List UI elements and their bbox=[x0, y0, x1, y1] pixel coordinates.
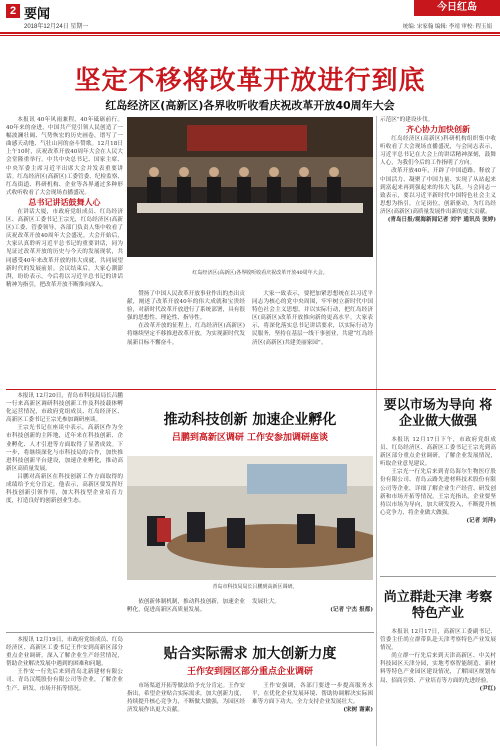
section-heading: 齐心协力加快创新 bbox=[406, 125, 470, 135]
paragraph: 依创新体制机制，推动科技创新，加速企业孵化，促进高新区高质量发展。 bbox=[127, 599, 245, 614]
paragraph: 示范区”的建设步伐。 bbox=[380, 117, 434, 123]
story2-photo-caption: 青岛市科技局局长吕鹏到高新区调研。 bbox=[212, 584, 298, 590]
story5-subtitle: 王作安到园区部分重点企业调研 bbox=[186, 667, 313, 677]
paragraph: 赞扬了中国人民改革开放事业作出的杰出贡献，阐述了改革开放40年的伟大成就和宝贵经验，对新时代改革开放进行了系统部署，具有很强的思想性、理论性、指导性。 bbox=[127, 291, 245, 322]
editor-credits: 统编: 宋家翰 编辑: 李靖 审校: 程玉娟 bbox=[402, 24, 492, 30]
paragraph: 在讲话大厦，市政府党组成员、红岛经济区、高新区工委书记王宗光，红岛经济区(高新区)工委、管委领导，各部门负责人集中收看了庆祝改革开放40周年大会盛况。大会开始后，大家认真聆听习近平总书记的重要讲话，同为见证过改革开放的历史与今天的发展现状，共同感受40年来改革开放的伟大成就，共同展望新时代的发展前景。会议结束后，大家心潮澎湃，纷纷表示，今后将以习近平总书记的讲话精神为指引，把改革开放不断推向深入。 bbox=[6, 208, 123, 288]
story4-title: 尚立群赴天津 考察特色产业 bbox=[383, 590, 493, 621]
section-rule bbox=[6, 632, 374, 633]
section-heading: 总书记讲话鼓舞人心 bbox=[28, 197, 101, 207]
byline: (青岛日报/观海新闻记者 刘宇 通讯员 张婷) bbox=[387, 217, 496, 224]
story4-body bbox=[380, 628, 496, 746]
main-subheadline: 红岛经济区(高新区)各界收听收看庆祝改革开放40周年大会 bbox=[105, 99, 395, 112]
paragraph: 尚立群一行先后来到天津高新区、中关村科技园区天津分园，实地考察智能制造、新材料等特色产业园区建设情况，了解园区规划布局、招商引资、产业培育等方面的先进经验。 bbox=[380, 653, 496, 684]
story2-col3 bbox=[252, 598, 373, 630]
paragraph: 本报讯 12月20日，青岛市科技局局长吕鹏一行来高新区调研科技创新工作及科技载体孵化运营情况，市政府党组成员、红岛经济区、高新区工委书记王宗光参加调研座谈。 bbox=[6, 393, 123, 424]
paragraph: 王作安强调，各部门要进一步提高服务水平，在优化企业发展环境、帮助协调解决实际困难等方面下功夫，全力支持企业发展壮大。 bbox=[252, 683, 373, 706]
paragraph: 王宗光书记在座谈中表示，高新区作为全市科技创新的主阵地，近年来在科技创新、企业孵化、人才引进等方面取得了显著成效。下一步，将继续深化与市科技局的合作，加快推进科技创新平台建设，加速企业孵化，推动高新区高质量发展。 bbox=[6, 425, 123, 472]
story5-col2 bbox=[127, 682, 245, 748]
paragraph: 本报讯 12月17日，高新区工委副书记、管委主任尚立群带队赴天津考察特色产业发展情况。 bbox=[380, 629, 496, 652]
section-rule bbox=[6, 389, 496, 390]
paragraph: 大家一致表示，要把加紧思想统在以习近平同志为核心的党中央周围，牢牢树立新时代中国特色社会主义思想，并以实际行动，把红岛经济区(高新区)改革开放推向新的更高水平。大家表示，将深化落实总书记讲话要求，以实际行动为民服务，坚持在基层一线干事创业，共建“红岛经济区(高新区)共建美丽家园”。 bbox=[252, 291, 373, 346]
meeting-photo-icon bbox=[127, 117, 373, 257]
byline: (宋树 谢素) bbox=[343, 707, 373, 714]
main-story-photo bbox=[127, 117, 373, 257]
story2-title: 推动科技创新 加速企业孵化 bbox=[163, 412, 337, 428]
section-name: 要闻 bbox=[24, 6, 51, 21]
newspaper-brand: 今日红岛 bbox=[414, 0, 500, 16]
story5-title: 贴合实际需求 加大创新力度 bbox=[163, 646, 337, 662]
byline: (尹红) bbox=[479, 685, 496, 692]
page-number: 2 bbox=[6, 4, 20, 18]
story3-title: 要以市场为导向 将企业做大做强 bbox=[383, 398, 493, 429]
story5-col1 bbox=[6, 636, 123, 748]
paragraph: 市场渠道开拓等做法给予充分肯定。王作安指出，希望企业贴合实际需求，加大创新力度，持续提升核心竞争力，不断做大做强，为园区经济发展作出更大贡献。 bbox=[127, 683, 245, 714]
paragraph: 发展壮大。 bbox=[252, 599, 280, 605]
side-rule bbox=[380, 576, 496, 577]
main-story-col2 bbox=[127, 290, 245, 385]
byline: (记者 宁杰 报都) bbox=[330, 607, 373, 614]
story2-subtitle: 吕鹏到高新区调研 工作安参加调研座谈 bbox=[171, 433, 329, 443]
issue-date: 2018年12月24日 星期一 bbox=[24, 24, 89, 30]
header-rule-thin bbox=[0, 35, 500, 36]
main-headline: 坚定不移将改革开放进行到底 bbox=[74, 66, 426, 96]
right-column-story bbox=[380, 116, 496, 388]
meeting-photo-icon bbox=[127, 456, 373, 580]
paragraph: 王宗光一行先后来到青岛海尔生物医疗股份有限公司、青岛云路先进材料技术股份有限公司等企业，详细了解企业生产经营、研发创新和市场开拓等情况。王宗光指出，企业要坚持以市场为导向，加大研发投入，不断提升核心竞争力，将企业做大做强。 bbox=[380, 469, 496, 516]
byline: (记者 刘萍) bbox=[466, 517, 496, 524]
header-rule bbox=[0, 32, 500, 34]
paragraph: 本报讯 12月19日，市政府党组成员、红岛经济区、高新区工委书记王作安到高新区部分重点企业调研，深入了解企业生产经营情况，帮助企业解决发展中遇到的困难和问题。 bbox=[6, 637, 123, 668]
paragraph: 吕鹏对高新区在科技创新工作方面取得的成绩给予充分肯定。他表示，高新区要发挥好科技创新引领作用，加大科技型企业培育力度，打造良好的创新创业生态。 bbox=[6, 473, 123, 505]
paragraph: 改革开放40年，开辟了中国道路、释放了中国活力、凝聚了中国力量、实现了从站起来到富起来再到强起来的伟大飞跃。与会同志一致表示，要以习近平新时代中国特色社会主义思想为指引，立足岗位，创新驱动，为红岛经济区(高新区)高质量发展作出新的更大贡献。 bbox=[380, 168, 496, 215]
paragraph: 在改革开放的征程上，红岛经济区(高新区)将继续坚定不移推进改革开放，为实现新时代发展新目标不懈奋斗。 bbox=[127, 323, 245, 346]
paragraph: 本报讯 12月17日下午，市政府党组成员、红岛经济区、高新区工委书记王宗光到高新区部分重点企业调研，了解企业发展情况，听取企业意见建议。 bbox=[380, 437, 496, 468]
story2-col2 bbox=[127, 598, 245, 630]
story2-col1 bbox=[6, 392, 123, 630]
story2-photo bbox=[127, 456, 373, 580]
paragraph: 本报讯 40年风雨兼程，40年砥砺前行。40年来的奋进，中国共产党引领人民创造了一幅波澜壮阔、气势恢宏的历史画卷，谱写了一曲感天动地、气壮山河的奋斗赞歌。12月18日上午10时，庆祝改革开放40周年大会在人民大会堂隆重举行。中共中央总书记、国家主席、中央军委主席习近平出席大会并发表重要讲话。红岛经济区(高新区)工委管委、纪检监察、红岛街道、科研机构、企业等各界通过多种形式收听收看了大会现场直播盛况。 bbox=[6, 117, 123, 196]
main-story-col3 bbox=[252, 290, 373, 385]
main-story-col1 bbox=[6, 116, 123, 386]
paragraph: 王作安一行先后来到青岛北新建材有限公司、青岛汉缆股份有限公司等企业，了解企业生产、研发、市场开拓等情况。 bbox=[6, 669, 123, 692]
main-photo-caption: 红岛经济区(高新区)各界收听收看庆祝改革开放40周年大会。 bbox=[192, 270, 328, 276]
column-divider bbox=[376, 116, 377, 746]
story3-body bbox=[380, 436, 496, 572]
story5-col3 bbox=[252, 682, 373, 748]
paragraph: 红岛经济区(高新区)科研机构组织集中收听收看了大会现场直播盛况，与会同志表示，习近平总书记在大会上的讲话精神深刻，鼓舞人心，为我们今后的工作指明了方向。 bbox=[380, 136, 496, 167]
